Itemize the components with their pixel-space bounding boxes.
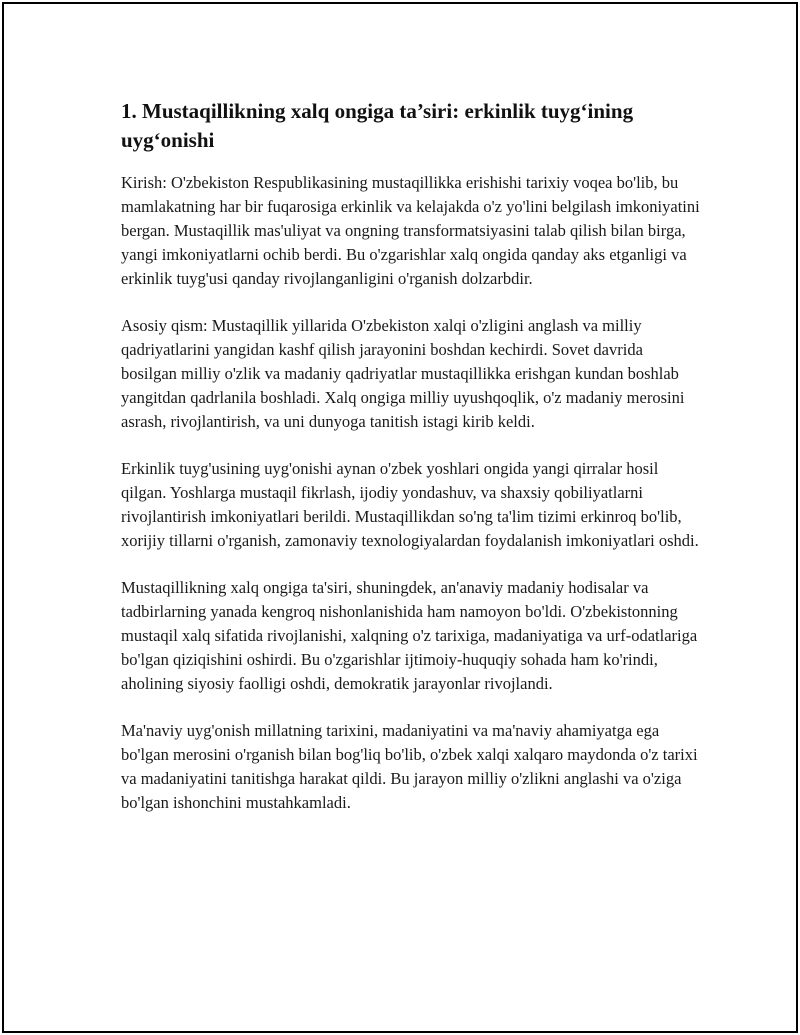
paragraph-freedom-youth: Erkinlik tuyg'usining uyg'onishi aynan o'zbek yoshlari ongida yangi qirralar hosil qilgan. Yoshlarga mustaqil fikrlash, ijodiy yondashuv, va shaxsiy qobiliyatlarni rivojlantirish imkoniyatlari berildi. Mustaqillikdan so'ng ta'lim tizimi erkinroq bo'lib, xorijiy tillarni o'rganish, zamonaviy texnologiyalardan foydalanish imkoniyatlari oshdi.	[121, 459, 699, 550]
document-body	[121, 97, 701, 815]
document-title: 1. Mustaqillikning xalq ongiga ta’siri: erkinlik tuyg‘ining uyg‘onishi	[121, 99, 634, 152]
paragraph-intro: Kirish: O'zbekiston Respublikasining mustaqillikka erishishi tarixiy voqea bo'lib, bu mamlakatning har bir fuqarosiga erkinlik va kelajakda o'z yo'lini belgilash imkoniyatini bergan. Mustaqillik mas'uliyat va ongning transformatsiyasini talab qilish bilan birga, yangi imkoniyatlarni ochib berdi. Bu o'zgarishlar xalq ongida qanday aks etganligi va erkinlik tuyg'usi qanday rivojlanganligini o'rganish dolzarbdir.	[121, 173, 700, 288]
paragraph-cultural-impact: Mustaqillikning xalq ongiga ta'siri, shuningdek, an'anaviy madaniy hodisalar va tadbirlarning yanada kengroq nishonlanishida ham namoyon bo'ldi. O'zbekistonning mustaqil xalq sifatida rivojlanishi, xalqning o'z tarixiga, madaniyatiga va urf-odatlariga bo'lgan qiziqishini oshirdi. Bu o'zgarishlar ijtimoiy-huquqiy sohada ham ko'rindi, aholining siyosiy faolligi oshdi, demokratik jarayonlar rivojlandi.	[121, 578, 698, 693]
page-frame	[2, 2, 798, 1033]
paragraph-spiritual-awakening: Ma'naviy uyg'onish millatning tarixini, madaniyatini va ma'naviy ahamiyatga ega bo'lgan merosini o'rganish bilan bog'liq bo'lib, o'zbek xalqi xalqaro maydonda o'z tarixi va madaniyatini tanitishga harakat qildi. Bu jarayon milliy o'zlikni anglashi va o'ziga bo'lgan ishonchini mustahkamladi.	[121, 721, 698, 812]
paragraph-main-part: Asosiy qism: Mustaqillik yillarida O'zbekiston xalqi o'zligini anglash va milliy qadriyatlarini yangidan kashf qilish jarayonini boshdan kechirdi. Sovet davrida bosilgan milliy o'zlik va madaniy qadriyatlar mustaqillikka erishgan kundan boshlab yangitdan qadrlanila boshladi. Xalq ongiga milliy uyushqoqlik, o'z madaniy merosini asrash, rivojlantirish, va uni dunyoga tanitish istagi kirib keldi.	[121, 316, 685, 431]
